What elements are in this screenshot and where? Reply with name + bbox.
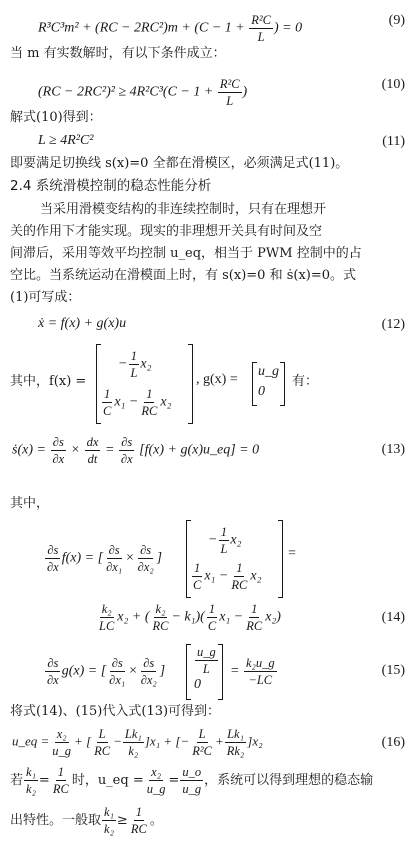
eq10-fraction: $\frac{\text{R²C}}{L}$ [219, 77, 240, 108]
gvec-left-bracket [252, 362, 257, 406]
final-text-2: 出特性。一般取 $\frac{\text{k₁}}{\text{k₂}}$ ≥ $\frac{1}{RC}$ 。 [10, 805, 163, 836]
eq9-rhs: ) = 0 [273, 20, 303, 36]
vector-right-bracket [218, 644, 223, 700]
eq11-text: L ≥ 4R²C² [38, 133, 94, 148]
eq15-number: (15) [381, 663, 405, 678]
equation-16: u_eq = $\frac{\text{x₂}}{u\_g}$ + [ $\frac{L}{RC}$ − $\frac{\text{Lk₁}}{\text{k₂}}$ ]x₁ + [− $\frac{L}{\text{R²C}}$ + $\frac{\text{Lk₁}}{\text{Rk₂}}$ ]x₂ (16) [12, 727, 405, 758]
text-line: 即要满足切换线 s(x)=0 全都在滑模区，必须满足式(11)。 [10, 156, 349, 171]
g-vector: u_g 0 [258, 364, 279, 399]
matrix-row-1: − $\frac{1}{L}$ x₂ [118, 349, 152, 380]
matrix-right-bracket [278, 520, 283, 598]
eq10-rhs: ) [242, 84, 248, 100]
eq12-text: ẋ = f(x) + g(x)u [38, 316, 127, 331]
equation-15: $\frac{\partial s}{\partial x}$ g(x) = [ $\frac{\partial s}{\text{∂x₁}}$ × $\frac{\partial s}{\text{∂x₂}}$ ] $\frac{u\_g}{L}$ 0 = $\frac{\text{k₂u\_g}}{-LC}$ (15) [0, 642, 415, 700]
definition-f-g [0, 342, 415, 426]
text-line: 其中， [10, 496, 50, 511]
matrix-right-bracket [188, 344, 193, 424]
text-line: 将式(14)、(15)代入式(13)可得到： [10, 704, 221, 719]
eq14-number: (14) [381, 610, 405, 625]
paragraph-line: 间滞后，采用等效平均控制 u_eq，相当于 PWM 控制中的占 [10, 246, 362, 261]
equation-13: ṡ(x) = $\frac{\partial s}{\partial x}$ × $\frac{dx}{dt}$ = $\frac{\partial s}{\partial x}$ [f(x) + g(x)u_eq] = 0 (13) [12, 435, 405, 466]
equation-14-top: $\frac{\partial s}{\partial x}$ f(x) = [ $\frac{\partial s}{\text{∂x₁}}$ × $\frac{\partial s}{\text{∂x₂}}$ ] − $\frac{1}{L}$ x₂ $\frac{1}{C}$ x₁ − $\frac{1}{RC}$ x₂ = [0, 518, 415, 600]
paragraph-line: 关的作用下才能实现。现实的非理想开关具有时间及空 [10, 224, 323, 239]
eq9-number: (9) [388, 13, 405, 28]
matrix-row-2: $\frac{1}{C}$ x₁ − $\frac{1}{RC}$ x₂ [103, 387, 172, 418]
equation-10 [0, 68, 415, 108]
equation-12 [0, 312, 415, 338]
paragraph-line: 当采用滑模变结构的非连续控制时，只有在理想开 [40, 202, 327, 217]
eq11-number: (11) [382, 134, 405, 149]
paragraph-line: (1)可写成： [10, 290, 81, 305]
final-text-1: 若 $\frac{\text{k₁}}{\text{k₂}}$ = $\frac{1}{RC}$ 时，u_eq = $\frac{\text{x₂}}{u\_g}$ = $\frac{u\_o}{u\_g}$ ，系统可以得到理想的稳态输 [10, 765, 374, 796]
g-label: , g(x) = [196, 372, 238, 387]
equation-14: $\frac{\text{k₂}}{LC}$ x₂ + ( $\frac{\text{k₂}}{RC}$ − k₁)( $\frac{1}{C}$ x₁ − $\frac{1}{RC}$ x₂) (14) [99, 602, 405, 633]
where-prefix: 其中，f(x) = [10, 374, 87, 389]
text-line: 解式(10)得到： [10, 110, 102, 125]
eq16-number: (16) [381, 735, 405, 750]
section-heading: 2.4 系统滑模控制的稳态性能分析 [10, 178, 212, 194]
where-suffix: 有： [292, 374, 319, 389]
equation-9 [0, 4, 415, 44]
eq9-lhs: R³C³m² + (RC − 2RC²)m + (C − 1 + [38, 20, 249, 36]
text-line: 当 m 有实数解时，有以下条件成立： [10, 46, 226, 61]
eq10-lhs: (RC − 2RC²)² ≥ 4R²C³(C − 1 + [38, 84, 217, 100]
eq12-number: (12) [381, 317, 405, 332]
gvec-right-bracket [280, 362, 285, 406]
eq10-number: (10) [381, 77, 405, 92]
paragraph-line: 空比。当系统运动在滑模面上时，有 s(x)=0 和 ṡ(x)=0。式 [10, 268, 357, 283]
eq9-fraction: $\frac{\text{R²C}}{L}$ [251, 13, 271, 44]
equation-11 [0, 130, 415, 154]
vector-left-bracket [186, 644, 191, 700]
eq13-number: (13) [381, 442, 405, 457]
